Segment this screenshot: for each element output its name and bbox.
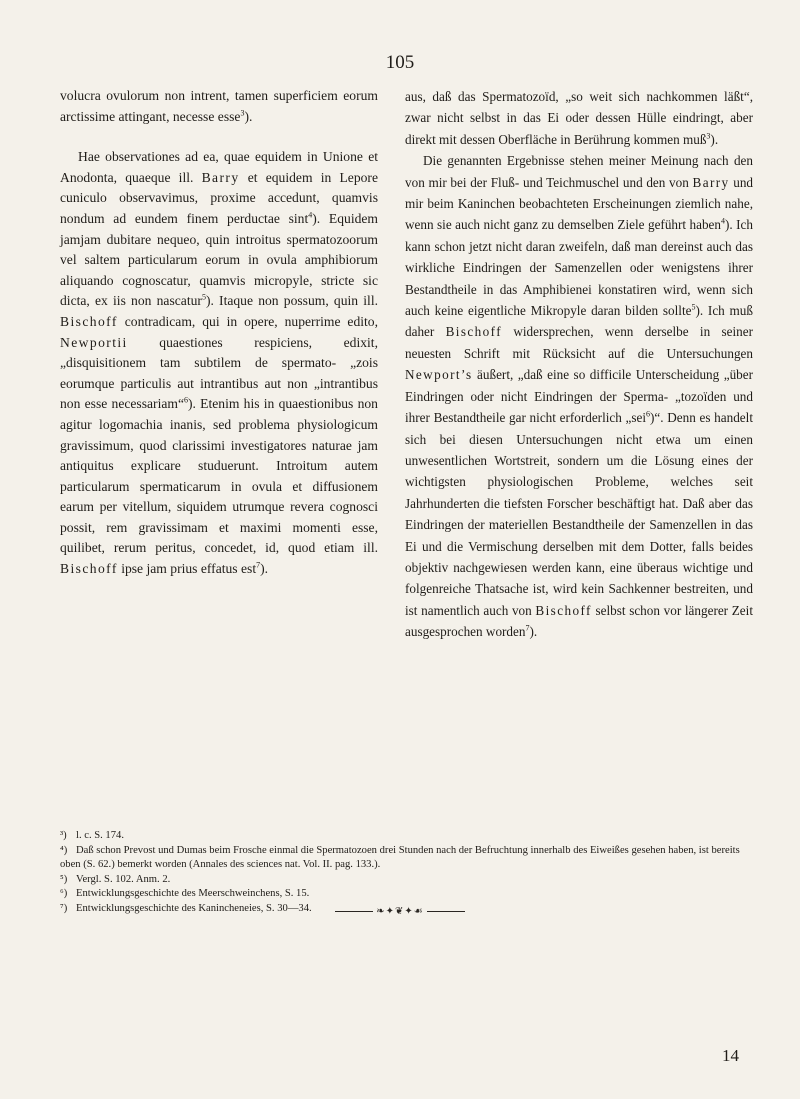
footnote: ³) l. c. S. 174. bbox=[60, 830, 124, 841]
author-bischoff: Bischoff bbox=[445, 324, 502, 340]
footnote: ⁵) Vergl. S. 102. Anm. 2. bbox=[60, 873, 171, 885]
german-column bbox=[405, 86, 753, 643]
author-newport: Newportii bbox=[60, 334, 128, 350]
footnote: ⁷) Entwicklungsgeschichte des Kanincheneies, S. 30—34. bbox=[60, 902, 312, 914]
author-barry: Barry bbox=[692, 174, 730, 190]
german-paragraph-2: Die genannten Ergebnisse stehen meiner Meinung nach den von mir bei der Fluß- und Teichmuschel und den von Barry und mir beim Kaninchen beobachteten Erscheinungen ziemlich nahe, wenn sie auch nicht ganz zu demselben Ziele geführt haben$^4$). Ich kann schon jetzt nicht daran zweifeln, daß man dereinst auch das wirkliche Eindringen der Samenzellen oder wenigstens ihrer Bestandtheile in das Amphibienei konstatiren wird, wenn sich auch keine eigentliche Mikropyle daran bilden sollte$^5$). Ich muß daher Bischoff widersprechen, wenn derselbe in seiner neuesten Schrift mit Rücksicht auf die Untersuchungen Newport’s äußert, „daß eine so difficile Unterscheidung „über Eindringen oder nicht Eindringen der Sperma- „tozoïden und ihrer Bestandtheile gar nicht erforderlich „sei$^6$)“. Denn es handelt sich bei diesen Untersuchungen nicht etwa um einen unwesentlichen Wortstreit, sondern um die Lösung eines der wichtigsten physiologischen Probleme, welches seit Jahrhunderten die tiefsten Forscher beschäftigt hat. Daß aber das Eindringen der materiellen Bestandtheile der Samenzellen in das Ei und die Vermischung derselben mit dem Dotter, falls beides objektiv nachgewiesen werden kann, eine überaus wichtige und folgenreiche Thatsache ist, wird kein Sachkenner bestreiten, und ist namentlich auch von Bischoff selbst schon vor längerer Zeit ausgesprochen worden$^7$). bbox=[405, 153, 754, 640]
author-bischoff: Bischoff bbox=[535, 602, 592, 618]
footnote: ⁶) Entwicklungsgeschichte des Meerschweinchens, S. 15. bbox=[60, 888, 310, 900]
printer-signature: 14 bbox=[722, 1046, 739, 1065]
german-paragraph-1: aus, daß das Spermatozoïd, „so weit sich nachkommen läßt“, zwar nicht selbst in das Ei oder dessen Hülle eindringt, aber direkt mit dessen Oberfläche in Berührung kommen muß$^3$). bbox=[405, 89, 753, 147]
author-barry: Barry bbox=[201, 169, 240, 185]
page-number: 105 bbox=[385, 52, 415, 73]
author-bischoff: Bischoff bbox=[60, 313, 118, 329]
footnotes bbox=[60, 829, 755, 917]
latin-column bbox=[60, 86, 378, 580]
author-newport: Newport’s bbox=[405, 367, 473, 383]
latin-paragraph-2: Hae observationes ad ea, quae equidem in Unione et Anodonta, quaeque ill. Barry et equidem in Lepore cuniculo observavimus, proxime accedunt, quamvis nondum ad eundem finem perductae sint$^4$). Equidem jamjam dubitare nequeo, quin introitus spermatozoorum vel saltem particularum eorum in ovula amphibiorum aliquando cognoscatur, quamvis micropyle, stricte sic dicta, ex iis non nascatur$^5$). Itaque non possum, quin ill. Bischoff contradicam, qui in opere, nuperrime edito, Newportii quaestiones respiciens, edixit, „disquisitionem tam subtilem de spermato- „zois eorumque particulis aut intrantibus aut non „intrantibus non esse necessariam“$^6$). Etenim his in quaestionibus non agitur logomachia inanis, sed problema physiologicum gravissimum, quod clarissimi investigatores naturae jam antiquitus explicare studuerunt. Introitum autem particularum spermaticarum in ovula et diffusionem earum per vitellum, siquidem utrumque revera cognosci possit, rem gravissimam et maximi momenti esse, quilibet, rerum peritus, concedet, id, quod etiam ill. Bischoff ipse jam prius effatus est$^7$). bbox=[60, 149, 379, 577]
latin-paragraph-1: volucra ovulorum non intrent, tamen superficiem eorum arctissime attingant, necesse esse$^3$). bbox=[60, 88, 378, 124]
author-bischoff: Bischoff bbox=[60, 561, 118, 577]
decorative-ornament: ❧✦❦✦☙ bbox=[310, 906, 490, 917]
footnote: ⁴) Daß schon Prevost und Dumas beim Frosche einmal die Spermatozoen drei Stunden nach der Befruchtung innerhalb des Eiweißes gesehen haben, ist bereits oben (S. 62.) bemerkt worden (Annales des sciences nat. Vol. II. pag. 133.). bbox=[60, 844, 740, 871]
